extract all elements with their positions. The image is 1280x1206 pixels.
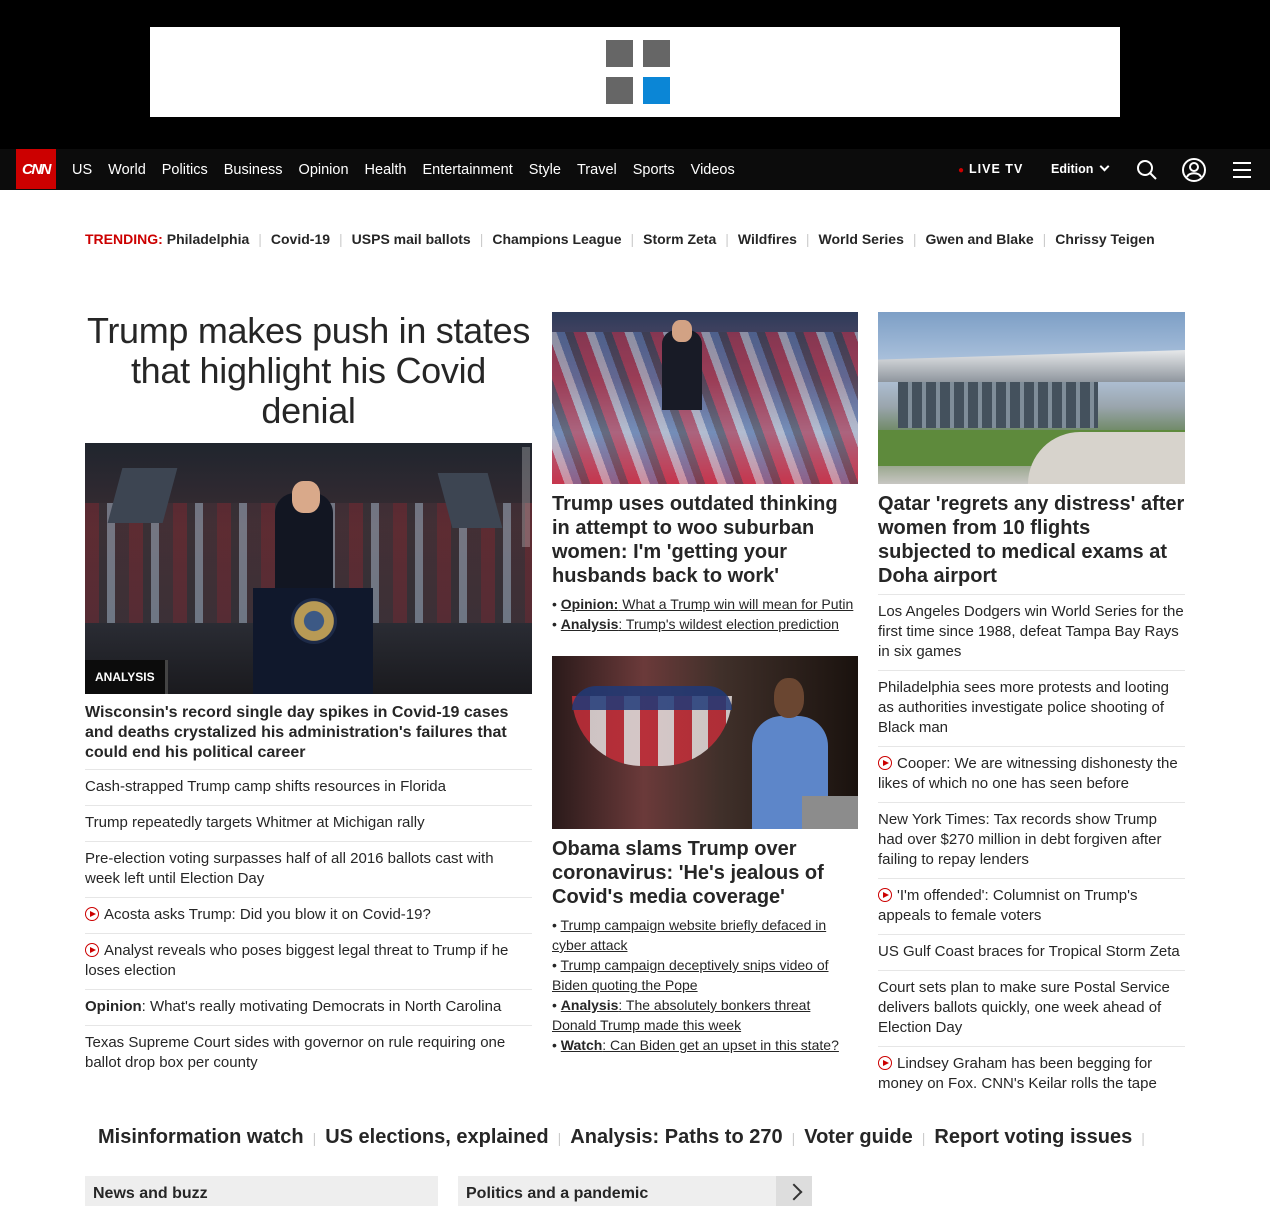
topic-divider: | (557, 1129, 562, 1146)
trending-item[interactable]: USPS mail ballots (351, 231, 471, 247)
related-link[interactable] (552, 614, 858, 634)
related-text: : Can Biden get an upset in this state? (602, 1037, 839, 1053)
trending-divider: | (339, 231, 343, 247)
nav-links (72, 149, 751, 190)
nav-link-sports[interactable]: Sports (632, 161, 675, 178)
menu-icon[interactable] (1229, 157, 1255, 183)
story-list (878, 594, 1185, 1102)
story-list (85, 769, 532, 1081)
trending-bar (85, 231, 1155, 247)
play-video-icon (878, 756, 892, 770)
nav-link-health[interactable]: Health (364, 161, 407, 178)
related-text: Trump campaign website briefly defaced in cyber attack (552, 917, 827, 953)
trending-divider: | (258, 231, 262, 247)
story-text: Trump repeatedly targets Whitmer at Michigan rally (85, 814, 425, 831)
trump-rally-image[interactable] (85, 443, 532, 694)
ad-logo-square (606, 40, 633, 67)
topic-divider: | (921, 1129, 926, 1146)
topic-link[interactable]: US elections, explained (325, 1126, 549, 1148)
chevron-right-icon[interactable] (776, 1176, 812, 1206)
trump-suburban-rally-image[interactable] (552, 312, 858, 484)
related-link[interactable] (552, 1035, 858, 1055)
play-video-icon (878, 1056, 892, 1070)
trending-item[interactable]: Philadelphia (166, 231, 250, 247)
topic-link[interactable]: Misinformation watch (98, 1126, 304, 1148)
analysis-badge: ANALYSIS (85, 660, 168, 694)
ad-logo-square (643, 40, 670, 67)
podium (802, 796, 858, 829)
live-tv-link[interactable] (958, 162, 1023, 176)
story-text: Lindsey Graham has been begging for money on Fox. CNN's Keilar rolls the tape (878, 1055, 1157, 1092)
chevron-down-icon (1100, 162, 1110, 172)
nav-link-us[interactable]: US (72, 161, 93, 178)
list-item[interactable] (878, 594, 1185, 670)
related-link[interactable] (552, 995, 858, 1035)
list-item[interactable] (878, 802, 1185, 878)
topic-divider: | (312, 1129, 317, 1146)
trending-divider: | (912, 231, 917, 247)
account-icon[interactable] (1181, 157, 1207, 183)
tab-news-and-buzz[interactable] (85, 1176, 438, 1206)
story1-headline[interactable]: Trump uses outdated thinking in attempt to woo suburban women: I'm 'getting your husbands back to work' (552, 493, 838, 587)
list-item[interactable] (878, 934, 1185, 970)
play-video-icon (85, 943, 99, 957)
speaker-head (672, 320, 692, 342)
trending-divider: | (479, 231, 484, 247)
nav-link-videos[interactable]: Videos (690, 161, 735, 178)
list-item[interactable] (85, 805, 532, 841)
trending-divider: | (725, 231, 729, 247)
ad-banner (0, 0, 1270, 149)
bullet: • (552, 1037, 561, 1053)
qatar-headline[interactable]: Qatar 'regrets any distress' after women from 10 flights subjected to medical exams at Doha airport (878, 493, 1185, 587)
trending-divider: | (1042, 231, 1047, 247)
story-text: US Gulf Coast braces for Tropical Storm Zeta (878, 943, 1180, 960)
play-video-icon (878, 888, 892, 902)
topic-link[interactable]: Analysis: Paths to 270 (570, 1126, 783, 1148)
topic-link[interactable]: Report voting issues (934, 1126, 1133, 1148)
trending-item[interactable]: Gwen and Blake (925, 231, 1034, 247)
trending-item[interactable]: Wildfires (737, 231, 797, 247)
cnn-logo[interactable]: CNN (16, 149, 56, 189)
obama-speech-image[interactable] (552, 656, 858, 829)
list-item[interactable] (878, 878, 1185, 934)
nav-link-business[interactable]: Business (223, 161, 283, 178)
nav-link-travel[interactable]: Travel (576, 161, 617, 178)
list-item[interactable] (85, 989, 532, 1025)
related-link[interactable] (552, 915, 858, 955)
live-tv-label: LIVE TV (969, 162, 1024, 176)
edition-label: Edition (1051, 162, 1094, 176)
story-text: Los Angeles Dodgers win World Series for the first time since 1988, defeat Tampa Bay Rays in six games (878, 603, 1184, 660)
terminal-glass (898, 382, 1098, 428)
related-prefix: Analysis (560, 616, 619, 632)
column-left (85, 310, 532, 1081)
bullet: • (552, 957, 561, 973)
road (1028, 432, 1185, 484)
tab-politics-and-a-pandemic[interactable] (458, 1176, 812, 1206)
presidential-seal (291, 598, 337, 644)
trending-label: TRENDING: (85, 231, 163, 247)
bullet: • (552, 917, 561, 933)
lead-story-link[interactable]: Wisconsin's record single day spikes in Covid-19 cases and deaths crystalized his administration's failures that could end his political career (85, 704, 509, 761)
related-text: Trump campaign deceptively snips video of Biden quoting the Pope (552, 957, 829, 993)
related-prefix: Watch (560, 1037, 603, 1053)
list-item[interactable] (878, 746, 1185, 802)
story-text: Court sets plan to make sure Postal Service delivers ballots quickly, one week ahead of Election Day (878, 979, 1170, 1036)
related-link[interactable] (552, 955, 858, 995)
edition-menu[interactable] (1051, 162, 1108, 176)
doha-airport-image[interactable] (878, 312, 1185, 484)
list-item[interactable] (85, 769, 532, 805)
topic-links (98, 1126, 1154, 1149)
search-icon[interactable] (1134, 157, 1160, 183)
topic-divider: | (791, 1129, 796, 1146)
terminal-roof (878, 350, 1185, 382)
trending-item[interactable]: Chrissy Teigen (1055, 231, 1155, 247)
list-item[interactable] (85, 841, 532, 897)
main-headline[interactable]: Trump makes push in states that highlight his Covid denial (86, 310, 531, 431)
column-middle (552, 310, 858, 1055)
story-text: New York Times: Tax records show Trump had over $270 million in debt forgiven after failing to repay lenders (878, 811, 1162, 868)
list-item[interactable] (85, 1025, 532, 1081)
story-text: : What's really motivating Democrats in North Carolina (141, 998, 502, 1015)
bunting-stars (572, 686, 732, 710)
speaker-head (292, 481, 320, 513)
ad-placeholder[interactable] (150, 27, 1120, 117)
topic-link[interactable]: Voter guide (804, 1126, 913, 1148)
column-right (878, 310, 1185, 1102)
tab-label: Politics and a pandemic (466, 1185, 649, 1202)
story-text: Pre-election voting surpasses half of all 2016 ballots cast with week left until Election Day (85, 850, 494, 887)
story-text: Cash-strapped Trump camp shifts resources in Florida (85, 778, 446, 795)
nav-link-entertainment[interactable]: Entertainment (422, 161, 513, 178)
story-text: Texas Supreme Court sides with governor on rule requiring one ballot drop box per county (85, 1034, 506, 1071)
trending-divider: | (805, 231, 810, 247)
nav-link-politics[interactable]: Politics (161, 161, 208, 178)
story-text: 'I'm offended': Columnist on Trump's appeals to female voters (878, 887, 1138, 924)
list-item[interactable] (878, 670, 1185, 746)
list-item[interactable] (878, 1046, 1185, 1102)
main-nav (0, 149, 1270, 190)
bullet: • (552, 596, 561, 612)
bullet: • (552, 616, 561, 632)
related-prefix: Analysis (560, 997, 619, 1013)
nav-link-style[interactable]: Style (528, 161, 561, 178)
tab-label: News and buzz (93, 1185, 208, 1202)
story2-related (552, 915, 858, 1055)
list-item[interactable] (878, 970, 1185, 1046)
ad-logo-square (606, 77, 633, 104)
story-text: Acosta asks Trump: Did you blow it on Covid-19? (104, 906, 431, 923)
trending-divider: | (630, 231, 635, 247)
topic-divider: | (1141, 1129, 1145, 1146)
trending-item[interactable]: Covid-19 (270, 231, 331, 247)
story-text: Philadelphia sees more protests and looting as authorities investigate police shooting of Black man (878, 679, 1170, 736)
bullet: • (552, 997, 561, 1013)
story-text: Cooper: We are witnessing dishonesty the likes of which no one has seen before (878, 755, 1178, 792)
ad-logo-square (643, 77, 670, 104)
play-video-icon (85, 907, 99, 921)
speaker-figure (662, 330, 702, 410)
story1-related (552, 594, 858, 634)
live-dot-icon: ● (958, 165, 966, 176)
related-prefix: Opinion: (560, 596, 619, 612)
story2-headline[interactable]: Obama slams Trump over coronavirus: 'He's jealous of Covid's media coverage' (552, 838, 824, 908)
crowd-texture (552, 332, 858, 484)
story-prefix: Opinion (85, 998, 142, 1015)
related-link[interactable] (552, 594, 858, 614)
list-item[interactable] (85, 933, 532, 989)
trending-item[interactable]: Champions League (492, 231, 622, 247)
trending-item[interactable]: Storm Zeta (643, 231, 717, 247)
speaker-head (774, 678, 804, 718)
nav-link-world[interactable]: World (108, 161, 146, 178)
story-text: Analyst reveals who poses biggest legal threat to Trump if he loses election (85, 942, 509, 979)
related-text: : The absolutely bonkers threat Donald Trump made this week (552, 997, 811, 1033)
related-text: : Trump's wildest election prediction (618, 616, 839, 632)
nav-link-opinion[interactable]: Opinion (298, 161, 349, 178)
related-text: What a Trump win will mean for Putin (618, 596, 854, 612)
photo-credit (522, 447, 530, 547)
trending-item[interactable]: World Series (818, 231, 904, 247)
list-item[interactable] (85, 897, 532, 933)
